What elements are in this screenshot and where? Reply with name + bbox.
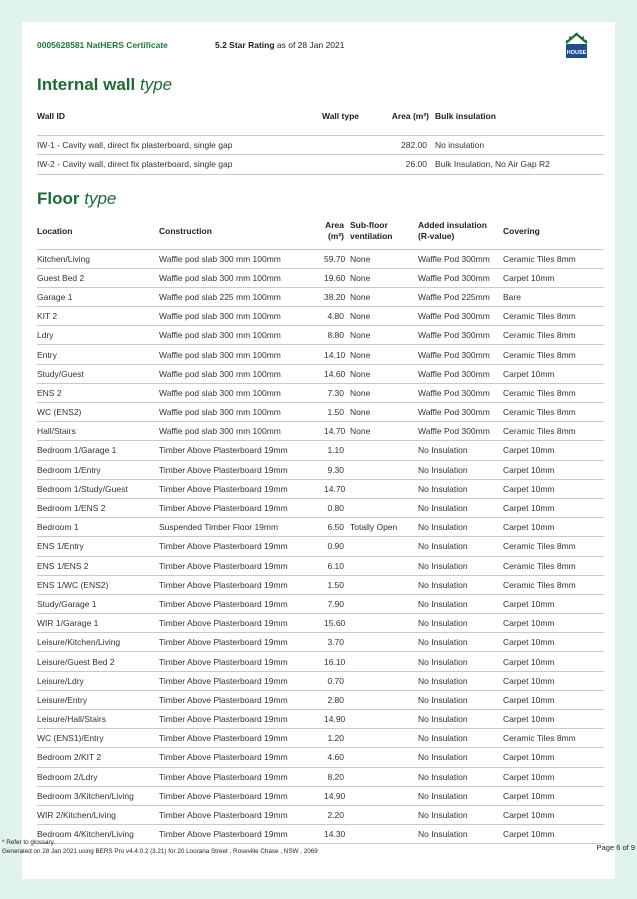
covering-cell: Ceramic Tiles 8mm bbox=[503, 575, 604, 594]
area-cell: 14.70 bbox=[324, 479, 347, 498]
table-row bbox=[37, 460, 604, 479]
wall-type-cell bbox=[322, 135, 382, 155]
table-row bbox=[37, 422, 604, 441]
table-row bbox=[37, 326, 604, 345]
location-cell: Leisure/Hall/Stairs bbox=[37, 710, 159, 729]
added-insulation-cell: Waffle Pod 300mm bbox=[409, 422, 503, 441]
location-cell: Bedroom 1/ENS 2 bbox=[37, 498, 159, 517]
added-insulation-cell: No Insulation bbox=[409, 460, 503, 479]
area-cell: 1.20 bbox=[324, 729, 347, 748]
floor-type-heading: Floor type bbox=[37, 189, 117, 208]
covering-cell: Carpet 10mm bbox=[503, 805, 604, 824]
subfloor-ventilation-cell bbox=[347, 786, 409, 805]
added-insulation-cell: Waffle Pod 225mm bbox=[409, 287, 503, 306]
added-insulation-cell: Waffle Pod 300mm bbox=[409, 326, 503, 345]
covering-cell: Ceramic Tiles 8mm bbox=[503, 422, 604, 441]
table-row bbox=[37, 287, 604, 306]
covering-cell: Ceramic Tiles 8mm bbox=[503, 249, 604, 268]
covering-cell: Carpet 10mm bbox=[503, 710, 604, 729]
construction-cell: Timber Above Plasterboard 19mm bbox=[159, 594, 324, 613]
subfloor-ventilation-cell: None bbox=[347, 383, 409, 402]
covering-cell: Ceramic Tiles 8mm bbox=[503, 383, 604, 402]
construction-cell: Timber Above Plasterboard 19mm bbox=[159, 556, 324, 575]
location-cell: Study/Guest bbox=[37, 364, 159, 383]
generated-note: Generated on 28 Jan 2021 using BERS Pro v4.4.0.2 (3.21) for 20 Loorana Street , Roseville Chase , NSW , 2069 bbox=[2, 848, 318, 855]
location-cell: ENS 1/ENS 2 bbox=[37, 556, 159, 575]
added-insulation-cell: Waffle Pod 300mm bbox=[409, 364, 503, 383]
added-insulation-cell: No Insulation bbox=[409, 575, 503, 594]
col-construction: Construction bbox=[159, 225, 212, 236]
subfloor-ventilation-cell: None bbox=[347, 268, 409, 287]
covering-cell: Ceramic Tiles 8mm bbox=[503, 403, 604, 422]
covering-cell: Carpet 10mm bbox=[503, 652, 604, 671]
wall-id-cell: IW-2 - Cavity wall, direct fix plasterboard, single gap bbox=[37, 155, 322, 175]
subfloor-ventilation-cell bbox=[347, 633, 409, 652]
nathers-house-logo bbox=[563, 31, 590, 59]
subfloor-ventilation-cell bbox=[347, 441, 409, 460]
covering-cell: Bare bbox=[503, 287, 604, 306]
construction-cell: Timber Above Plasterboard 19mm bbox=[159, 671, 324, 690]
construction-cell: Waffle pod slab 300 mm 100mm bbox=[159, 345, 324, 364]
table-row bbox=[37, 383, 604, 402]
table-row bbox=[37, 633, 604, 652]
subfloor-ventilation-cell bbox=[347, 805, 409, 824]
location-cell: WIR 1/Garage 1 bbox=[37, 614, 159, 633]
added-insulation-cell: No Insulation bbox=[409, 633, 503, 652]
construction-cell: Timber Above Plasterboard 19mm bbox=[159, 690, 324, 709]
col-covering: Covering bbox=[503, 225, 540, 236]
location-cell: Kitchen/Living bbox=[37, 249, 159, 268]
subfloor-ventilation-cell bbox=[347, 690, 409, 709]
covering-cell: Ceramic Tiles 8mm bbox=[503, 326, 604, 345]
area-cell: 0.80 bbox=[324, 498, 347, 517]
table-row bbox=[37, 498, 604, 517]
subfloor-ventilation-cell bbox=[347, 594, 409, 613]
covering-cell: Carpet 10mm bbox=[503, 690, 604, 709]
subfloor-ventilation-cell bbox=[347, 671, 409, 690]
area-cell: 0.70 bbox=[324, 671, 347, 690]
subfloor-ventilation-cell bbox=[347, 729, 409, 748]
construction-cell: Timber Above Plasterboard 19mm bbox=[159, 441, 324, 460]
glossary-note: * Refer to glossary. bbox=[2, 839, 56, 846]
subfloor-ventilation-cell bbox=[347, 460, 409, 479]
covering-cell: Carpet 10mm bbox=[503, 460, 604, 479]
certificate-page bbox=[22, 22, 615, 879]
construction-cell: Waffle pod slab 225 mm 100mm bbox=[159, 287, 324, 306]
wall-type-cell bbox=[322, 155, 382, 175]
table-row bbox=[37, 748, 604, 767]
added-insulation-cell: No Insulation bbox=[409, 479, 503, 498]
area-cell: 4.80 bbox=[324, 307, 347, 326]
wall-area-cell: 26.00 bbox=[382, 155, 435, 175]
wall-id-cell: IW-1 - Cavity wall, direct fix plasterboard, single gap bbox=[37, 135, 322, 155]
location-cell: Bedroom 1/Garage 1 bbox=[37, 441, 159, 460]
table-row bbox=[37, 307, 604, 326]
location-cell: Entry bbox=[37, 345, 159, 364]
subfloor-ventilation-cell bbox=[347, 614, 409, 633]
location-cell: WIR 2/Kitchen/Living bbox=[37, 805, 159, 824]
col-location: Location bbox=[37, 225, 73, 236]
construction-cell: Waffle pod slab 300 mm 100mm bbox=[159, 383, 324, 402]
table-row bbox=[37, 518, 604, 537]
construction-cell: Waffle pod slab 300 mm 100mm bbox=[159, 364, 324, 383]
col-wall-id: Wall ID bbox=[37, 98, 322, 135]
area-cell: 14.90 bbox=[324, 710, 347, 729]
svg-text:HOUSE: HOUSE bbox=[566, 50, 587, 56]
location-cell: Bedroom 2/KIT 2 bbox=[37, 748, 159, 767]
table-row bbox=[37, 345, 604, 364]
area-cell: 19.60 bbox=[324, 268, 347, 287]
covering-cell: Carpet 10mm bbox=[503, 786, 604, 805]
table-row bbox=[37, 690, 604, 709]
col-wall-area: Area (m²) bbox=[382, 98, 435, 135]
table-row bbox=[37, 403, 604, 422]
covering-cell: Carpet 10mm bbox=[503, 364, 604, 383]
location-cell: Leisure/Guest Bed 2 bbox=[37, 652, 159, 671]
table-row bbox=[37, 805, 604, 824]
subfloor-ventilation-cell: None bbox=[347, 249, 409, 268]
area-cell: 14.90 bbox=[324, 786, 347, 805]
area-cell: 7.30 bbox=[324, 383, 347, 402]
construction-cell: Timber Above Plasterboard 19mm bbox=[159, 575, 324, 594]
location-cell: Garage 1 bbox=[37, 287, 159, 306]
star-rating: 5.2 Star Rating as of 28 Jan 2021 bbox=[215, 40, 345, 50]
subfloor-ventilation-cell bbox=[347, 575, 409, 594]
table-row bbox=[37, 594, 604, 613]
added-insulation-cell: No Insulation bbox=[409, 671, 503, 690]
added-insulation-cell: Waffle Pod 300mm bbox=[409, 268, 503, 287]
table-row bbox=[37, 786, 604, 805]
table-row bbox=[37, 652, 604, 671]
subfloor-ventilation-cell: None bbox=[347, 364, 409, 383]
area-cell: 15.60 bbox=[324, 614, 347, 633]
location-cell: Leisure/Ldry bbox=[37, 671, 159, 690]
construction-cell: Waffle pod slab 300 mm 100mm bbox=[159, 326, 324, 345]
added-insulation-cell: No Insulation bbox=[409, 441, 503, 460]
table-row bbox=[37, 710, 604, 729]
construction-cell: Timber Above Plasterboard 19mm bbox=[159, 479, 324, 498]
added-insulation-cell: No Insulation bbox=[409, 614, 503, 633]
table-row bbox=[37, 441, 604, 460]
subfloor-ventilation-cell: None bbox=[347, 307, 409, 326]
col-wall-type: Wall type bbox=[322, 98, 382, 135]
covering-cell: Carpet 10mm bbox=[503, 614, 604, 633]
added-insulation-cell: Waffle Pod 300mm bbox=[409, 383, 503, 402]
wall-area-cell: 282.00 bbox=[382, 135, 435, 155]
added-insulation-cell: No Insulation bbox=[409, 825, 503, 844]
subfloor-ventilation-cell bbox=[347, 767, 409, 786]
table-row bbox=[37, 155, 604, 175]
table-row bbox=[37, 671, 604, 690]
construction-cell: Timber Above Plasterboard 19mm bbox=[159, 498, 324, 517]
construction-cell: Waffle pod slab 300 mm 100mm bbox=[159, 422, 324, 441]
area-cell: 8.80 bbox=[324, 326, 347, 345]
construction-cell: Timber Above Plasterboard 19mm bbox=[159, 748, 324, 767]
covering-cell: Carpet 10mm bbox=[503, 767, 604, 786]
location-cell: Hall/Stairs bbox=[37, 422, 159, 441]
subfloor-ventilation-cell bbox=[347, 748, 409, 767]
area-cell: 14.10 bbox=[324, 345, 347, 364]
location-cell: KIT 2 bbox=[37, 307, 159, 326]
covering-cell: Carpet 10mm bbox=[503, 825, 604, 844]
subfloor-ventilation-cell bbox=[347, 825, 409, 844]
added-insulation-cell: No Insulation bbox=[409, 518, 503, 537]
table-row bbox=[37, 556, 604, 575]
table-row bbox=[37, 268, 604, 287]
area-cell: 2.20 bbox=[324, 805, 347, 824]
subfloor-ventilation-cell bbox=[347, 556, 409, 575]
covering-cell: Ceramic Tiles 8mm bbox=[503, 307, 604, 326]
construction-cell: Suspended Timber Floor 19mm bbox=[159, 518, 324, 537]
covering-cell: Carpet 10mm bbox=[503, 441, 604, 460]
subfloor-ventilation-cell: None bbox=[347, 287, 409, 306]
subfloor-ventilation-cell bbox=[347, 710, 409, 729]
added-insulation-cell: No Insulation bbox=[409, 652, 503, 671]
construction-cell: Timber Above Plasterboard 19mm bbox=[159, 786, 324, 805]
area-cell: 14.60 bbox=[324, 364, 347, 383]
area-cell: 0.90 bbox=[324, 537, 347, 556]
col-added-insulation: Added insulation (R-value) bbox=[418, 219, 487, 241]
subfloor-ventilation-cell: None bbox=[347, 422, 409, 441]
covering-cell: Ceramic Tiles 8mm bbox=[503, 537, 604, 556]
added-insulation-cell: No Insulation bbox=[409, 594, 503, 613]
construction-cell: Timber Above Plasterboard 19mm bbox=[159, 825, 324, 844]
location-cell: Leisure/Kitchen/Living bbox=[37, 633, 159, 652]
area-cell: 1.50 bbox=[324, 575, 347, 594]
subfloor-ventilation-cell: None bbox=[347, 403, 409, 422]
area-cell: 4.60 bbox=[324, 748, 347, 767]
location-cell: Ldry bbox=[37, 326, 159, 345]
certificate-number: 0005628581 NatHERS Certificate bbox=[37, 40, 168, 50]
table-row bbox=[37, 537, 604, 556]
table-row bbox=[37, 729, 604, 748]
construction-cell: Timber Above Plasterboard 19mm bbox=[159, 614, 324, 633]
construction-cell: Waffle pod slab 300 mm 100mm bbox=[159, 307, 324, 326]
location-cell: Leisure/Entry bbox=[37, 690, 159, 709]
internal-wall-table bbox=[37, 98, 604, 175]
area-cell: 14.30 bbox=[324, 825, 347, 844]
location-cell: Guest Bed 2 bbox=[37, 268, 159, 287]
added-insulation-cell: No Insulation bbox=[409, 537, 503, 556]
construction-cell: Timber Above Plasterboard 19mm bbox=[159, 767, 324, 786]
location-cell: ENS 1/Entry bbox=[37, 537, 159, 556]
area-cell: 59.70 bbox=[324, 249, 347, 268]
subfloor-ventilation-cell: None bbox=[347, 326, 409, 345]
bulk-insulation-cell: Bulk Insulation, No Air Gap R2 bbox=[435, 155, 604, 175]
subfloor-ventilation-cell: Totally Open bbox=[347, 518, 409, 537]
construction-cell: Timber Above Plasterboard 19mm bbox=[159, 652, 324, 671]
location-cell: ENS 1/WC (ENS2) bbox=[37, 575, 159, 594]
added-insulation-cell: Waffle Pod 300mm bbox=[409, 345, 503, 364]
table-row bbox=[37, 767, 604, 786]
area-cell: 38.20 bbox=[324, 287, 347, 306]
col-area: Area (m²) bbox=[325, 219, 344, 241]
construction-cell: Timber Above Plasterboard 19mm bbox=[159, 729, 324, 748]
added-insulation-cell: No Insulation bbox=[409, 710, 503, 729]
covering-cell: Carpet 10mm bbox=[503, 748, 604, 767]
internal-wall-heading: Internal wall type bbox=[37, 75, 173, 94]
covering-cell: Carpet 10mm bbox=[503, 633, 604, 652]
added-insulation-cell: No Insulation bbox=[409, 786, 503, 805]
location-cell: WC (ENS2) bbox=[37, 403, 159, 422]
table-row bbox=[37, 575, 604, 594]
location-cell: WC (ENS1)/Entry bbox=[37, 729, 159, 748]
subfloor-ventilation-cell bbox=[347, 498, 409, 517]
table-row bbox=[37, 135, 604, 155]
added-insulation-cell: Waffle Pod 300mm bbox=[409, 249, 503, 268]
added-insulation-cell: Waffle Pod 300mm bbox=[409, 403, 503, 422]
covering-cell: Carpet 10mm bbox=[503, 671, 604, 690]
location-cell: Bedroom 2/Ldry bbox=[37, 767, 159, 786]
covering-cell: Carpet 10mm bbox=[503, 268, 604, 287]
covering-cell: Ceramic Tiles 8mm bbox=[503, 729, 604, 748]
construction-cell: Timber Above Plasterboard 19mm bbox=[159, 805, 324, 824]
table-row bbox=[37, 249, 604, 268]
table-row bbox=[37, 479, 604, 498]
location-cell: Bedroom 1/Study/Guest bbox=[37, 479, 159, 498]
area-cell: 9.30 bbox=[324, 460, 347, 479]
location-cell: Bedroom 4/Kitchen/Living bbox=[37, 825, 159, 844]
area-cell: 7.90 bbox=[324, 594, 347, 613]
location-cell: Study/Garage 1 bbox=[37, 594, 159, 613]
covering-cell: Carpet 10mm bbox=[503, 479, 604, 498]
area-cell: 8.20 bbox=[324, 767, 347, 786]
covering-cell: Carpet 10mm bbox=[503, 498, 604, 517]
area-cell: 1.50 bbox=[324, 403, 347, 422]
added-insulation-cell: No Insulation bbox=[409, 729, 503, 748]
construction-cell: Waffle pod slab 300 mm 100mm bbox=[159, 403, 324, 422]
area-cell: 3.70 bbox=[324, 633, 347, 652]
covering-cell: Ceramic Tiles 8mm bbox=[503, 345, 604, 364]
construction-cell: Waffle pod slab 300 mm 100mm bbox=[159, 249, 324, 268]
table-row bbox=[37, 614, 604, 633]
location-cell: ENS 2 bbox=[37, 383, 159, 402]
added-insulation-cell: No Insulation bbox=[409, 690, 503, 709]
location-cell: Bedroom 3/Kitchen/Living bbox=[37, 786, 159, 805]
added-insulation-cell: No Insulation bbox=[409, 767, 503, 786]
construction-cell: Timber Above Plasterboard 19mm bbox=[159, 537, 324, 556]
covering-cell: Carpet 10mm bbox=[503, 518, 604, 537]
col-subfloor-ventilation: Sub-floor ventilation bbox=[350, 219, 393, 241]
location-cell: Bedroom 1 bbox=[37, 518, 159, 537]
col-bulk-insulation: Bulk insulation bbox=[435, 98, 604, 135]
subfloor-ventilation-cell bbox=[347, 479, 409, 498]
location-cell: Bedroom 1/Entry bbox=[37, 460, 159, 479]
area-cell: 14.70 bbox=[324, 422, 347, 441]
floor-type-table bbox=[37, 213, 604, 844]
bulk-insulation-cell: No insulation bbox=[435, 135, 604, 155]
added-insulation-cell: No Insulation bbox=[409, 805, 503, 824]
covering-cell: Carpet 10mm bbox=[503, 594, 604, 613]
added-insulation-cell: No Insulation bbox=[409, 556, 503, 575]
added-insulation-cell: Waffle Pod 300mm bbox=[409, 307, 503, 326]
construction-cell: Timber Above Plasterboard 19mm bbox=[159, 460, 324, 479]
subfloor-ventilation-cell: None bbox=[347, 345, 409, 364]
area-cell: 6.50 bbox=[324, 518, 347, 537]
covering-cell: Ceramic Tiles 8mm bbox=[503, 556, 604, 575]
added-insulation-cell: No Insulation bbox=[409, 748, 503, 767]
page-footer bbox=[2, 838, 318, 856]
area-cell: 2.80 bbox=[324, 690, 347, 709]
construction-cell: Timber Above Plasterboard 19mm bbox=[159, 633, 324, 652]
construction-cell: Waffle pod slab 300 mm 100mm bbox=[159, 268, 324, 287]
area-cell: 16.10 bbox=[324, 652, 347, 671]
table-row bbox=[37, 364, 604, 383]
subfloor-ventilation-cell bbox=[347, 537, 409, 556]
area-cell: 1.10 bbox=[324, 441, 347, 460]
page-number: Page 6 of 9 bbox=[596, 843, 635, 852]
construction-cell: Timber Above Plasterboard 19mm bbox=[159, 710, 324, 729]
subfloor-ventilation-cell bbox=[347, 652, 409, 671]
added-insulation-cell: No Insulation bbox=[409, 498, 503, 517]
area-cell: 6.10 bbox=[324, 556, 347, 575]
